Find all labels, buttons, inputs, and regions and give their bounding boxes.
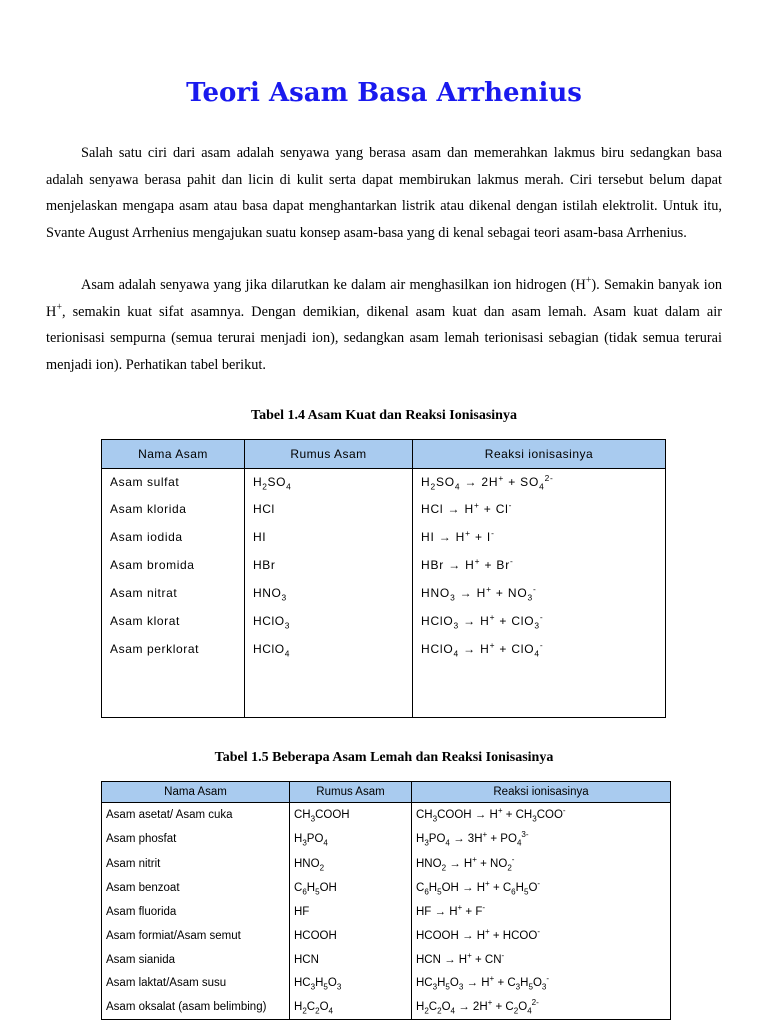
table-header-cell: Nama Asam bbox=[102, 782, 290, 803]
table-row bbox=[102, 803, 671, 827]
page-title: Teori Asam Basa Arrhenius bbox=[186, 78, 582, 108]
table-body bbox=[102, 803, 671, 1020]
table-row bbox=[102, 607, 666, 635]
ionization-reaction-cell: $HNO_2 \to H^+ + NO_2^-$ bbox=[412, 852, 671, 876]
table-header-cell: Reaksi ionisasinya bbox=[412, 782, 671, 803]
table-row bbox=[102, 876, 671, 900]
ionization-reaction-cell: HClO$_4$ → H+ + ClO$_4$- bbox=[413, 635, 666, 663]
table1-caption: Tabel 1.4 Asam Kuat dan Reaksi Ionisasinya bbox=[251, 408, 517, 423]
acid-formula-cell: $H_2C_2O_4$ bbox=[290, 995, 412, 1019]
acid-name-cell: Asam sulfat bbox=[102, 469, 245, 495]
table-row bbox=[102, 827, 671, 852]
acid-name-cell: Asam klorida bbox=[102, 495, 245, 523]
ionization-reaction-cell: $H_2C_2O_4 \to 2H^+ + C_2O_4^{2-}$ bbox=[412, 995, 671, 1019]
table-row bbox=[102, 469, 666, 495]
acid-formula-cell: HI bbox=[245, 523, 413, 551]
acid-formula-cell: HClO$_3$ bbox=[245, 607, 413, 635]
acid-name-cell: Asam asetat/ Asam cuka bbox=[102, 803, 290, 827]
acid-name-cell: Asam nitrat bbox=[102, 579, 245, 607]
acid-formula-cell: HBr bbox=[245, 551, 413, 579]
table-body bbox=[102, 469, 666, 718]
acid-formula-cell: HClO$_4$ bbox=[245, 635, 413, 663]
ionization-reaction-cell: HClO$_3$ → H+ + ClO$_3$- bbox=[413, 607, 666, 635]
ionization-reaction-cell: HCl → H+ + Cl- bbox=[413, 495, 666, 523]
table-header-cell: Nama Asam bbox=[102, 440, 245, 469]
acid-formula-cell: $HNO_3$ bbox=[245, 579, 413, 607]
para2-sup-b: + bbox=[56, 301, 62, 313]
acid-formula-cell: HCN bbox=[290, 948, 412, 972]
table-row bbox=[102, 948, 671, 972]
para2-text-a: Asam adalah senyawa yang jika dilarutkan ke dalam air menghasilkan ion hidrogen (H bbox=[81, 277, 586, 293]
ionization-reaction-cell: HCOOH → H+ + HCOO- bbox=[412, 924, 671, 948]
acid-formula-cell: $H_3PO_4$ bbox=[290, 827, 412, 852]
ionization-reaction-cell: $HNO_3 \to H^+ + NO_3^-$ bbox=[413, 579, 666, 607]
table-row bbox=[102, 852, 671, 876]
table-header-cell: Rumus Asam bbox=[245, 440, 413, 469]
ionization-reaction-cell: HBr → H+ + Br- bbox=[413, 551, 666, 579]
acid-name-cell: Asam benzoat bbox=[102, 876, 290, 900]
acid-name-cell: Asam klorat bbox=[102, 607, 245, 635]
para2-text-b: ). Semakin banyak ion H bbox=[46, 277, 722, 320]
ionization-reaction-cell: $CH_3COOH \to H^+ + CH_3COO^-$ bbox=[412, 803, 671, 827]
table-row bbox=[102, 635, 666, 663]
empty-cell bbox=[245, 663, 413, 718]
table-row bbox=[102, 495, 666, 523]
acid-name-cell: Asam formiat/Asam semut bbox=[102, 924, 290, 948]
acid-name-cell: Asam iodida bbox=[102, 523, 245, 551]
ionization-reaction-cell: HCN → H+ + CN- bbox=[412, 948, 671, 972]
ionization-reaction-cell: $C_6H_5OH \to H^+ + C_6H_5O^-$ bbox=[412, 876, 671, 900]
acid-name-cell: Asam oksalat (asam belimbing) bbox=[102, 995, 290, 1019]
acid-name-cell: Asam laktat/Asam susu bbox=[102, 972, 290, 996]
acid-name-cell: Asam fluorida bbox=[102, 900, 290, 924]
acid-name-cell: Asam nitrit bbox=[102, 852, 290, 876]
empty-cell bbox=[413, 663, 666, 718]
table-row bbox=[102, 995, 671, 1019]
acid-formula-cell: HCl bbox=[245, 495, 413, 523]
strong-acid-table bbox=[101, 439, 666, 718]
acid-name-cell: Asam bromida bbox=[102, 551, 245, 579]
table2-caption: Tabel 1.5 Beberapa Asam Lemah dan Reaksi Ionisasinya bbox=[214, 750, 554, 765]
ionization-reaction-cell: HF → H+ + F- bbox=[412, 900, 671, 924]
table-row bbox=[102, 972, 671, 996]
empty-cell bbox=[102, 663, 245, 718]
acid-name-cell: Asam sianida bbox=[102, 948, 290, 972]
acid-formula-cell: $H_2SO_4$ bbox=[245, 469, 413, 495]
ionization-reaction-cell: $HC_3H_5O_3 \to H^+ + C_3H_5O_3^-$ bbox=[412, 972, 671, 996]
ionization-reaction-cell: $H_2SO_4 \to 2H^+ + SO_4^{2-}$ bbox=[413, 469, 666, 495]
para2-text-c: , semakin kuat sifat asamnya. Dengan demikian, dikenal asam kuat dan asam lemah. Asam kuat dalam air terionisasi sempurna (semua terurai menjadi ion), sedangkan asam lemah terionisasi sebagian (tidak semua terurai menjadi ion). Perhatikan tabel berikut. bbox=[46, 303, 722, 373]
weak-acid-table bbox=[101, 781, 671, 1020]
paragraph-intro: Salah satu ciri dari asam adalah senyawa yang berasa asam dan memerahkan lakmus biru sedangkan basa adalah senyawa berasa pahit dan licin di kulit serta dapat membirukan lakmus merah. Ciri tersebut belum dapat menjelaskan mengapa asam atau basa dapat menghantarkan listrik atau dikenal dengan istilah elektrolit. Untuk itu, Svante August Arrhenius mengajukan suatu konsep asam-basa yang di kenal sebagai teori asam-basa Arrhenius. bbox=[46, 145, 722, 241]
table-header-cell: Rumus Asam bbox=[290, 782, 412, 803]
acid-formula-cell: $C_6H_5OH$ bbox=[290, 876, 412, 900]
acid-name-cell: Asam perklorat bbox=[102, 635, 245, 663]
table-row bbox=[102, 579, 666, 607]
para2-sup-a: + bbox=[585, 275, 592, 287]
table-header-row bbox=[102, 782, 671, 803]
acid-formula-cell: HF bbox=[290, 900, 412, 924]
table-row bbox=[102, 551, 666, 579]
acid-formula-cell: $HC_3H_5O_3$ bbox=[290, 972, 412, 996]
acid-name-cell: Asam phosfat bbox=[102, 827, 290, 852]
ionization-reaction-cell: HI → H+ + I- bbox=[413, 523, 666, 551]
table-row bbox=[102, 523, 666, 551]
table-header-cell: Reaksi ionisasinya bbox=[413, 440, 666, 469]
acid-formula-cell: $CH_3COOH$ bbox=[290, 803, 412, 827]
table-header-row bbox=[102, 440, 666, 469]
acid-formula-cell: $HNO_2$ bbox=[290, 852, 412, 876]
acid-formula-cell: HCOOH bbox=[290, 924, 412, 948]
table-row-blank bbox=[102, 663, 666, 718]
table-row bbox=[102, 924, 671, 948]
paragraph-arrhenius-acid bbox=[46, 272, 722, 378]
table-row bbox=[102, 900, 671, 924]
ionization-reaction-cell: $H_3PO_4 \to 3H^+ + PO_4^{3-}$ bbox=[412, 827, 671, 852]
